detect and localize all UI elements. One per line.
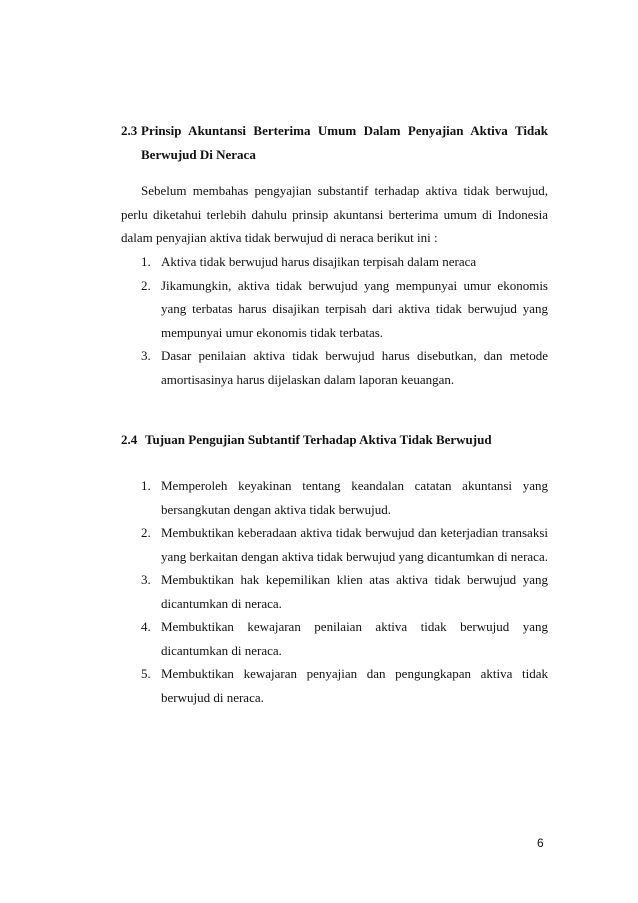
section-2-4-title: Tujuan Pengujian Subtantif Terhadap Aktiva Tidak Berwujud bbox=[145, 432, 492, 447]
list-item-text: Membuktikan kewajaran penyajian dan pengungkapan aktiva tidak berwujud di neraca. bbox=[161, 666, 548, 705]
section-2-4-number: 2.4 bbox=[121, 432, 138, 447]
list-item-text: Membuktikan hak kepemilikan klien atas aktiva tidak berwujud yang dicantumkan di neraca. bbox=[161, 572, 548, 611]
list-item-number: 2. bbox=[141, 525, 151, 540]
list-item-number: 4. bbox=[141, 619, 151, 634]
list-item-text: Membuktikan keberadaan aktiva tidak berwujud dan keterjadian transaksi yang berkaitan dengan aktiva tidak berwujud yang dicantumkan di neraca. bbox=[161, 525, 548, 564]
list-item-text: Membuktikan kewajaran penilaian aktiva tidak berwujud yang dicantumkan di neraca. bbox=[161, 619, 548, 658]
list-item-number: 2. bbox=[141, 277, 151, 293]
list-item-text: Dasar penilaian aktiva tidak berwujud harus disebutkan, dan metode amortisasinya harus dijelaskan dalam laporan keuangan. bbox=[161, 348, 548, 387]
section-2-4-list bbox=[121, 474, 548, 709]
list-item bbox=[121, 250, 548, 274]
list-item bbox=[121, 474, 548, 521]
list-item bbox=[121, 521, 548, 568]
list-item-number: 1. bbox=[141, 478, 151, 493]
section-2-3-intro: Sebelum membahas pengyajian substantif terhadap aktiva tidak berwujud, perlu diketahui terlebih dahulu prinsip akuntansi berterima umum di Indonesia dalam penyajian aktiva tidak berwujud di neraca berikut ini : bbox=[121, 183, 548, 245]
list-item-number: 5. bbox=[141, 666, 151, 681]
list-item bbox=[121, 662, 548, 709]
list-item-text: Jikamungkin, aktiva tidak berwujud yang mempunyai umur ekonomis yang terbatas harus disajikan terpisah dari aktiva tidak berwujud yang mempunyai umur ekonomis tidak terbatas. bbox=[161, 277, 548, 340]
list-item-number: 3. bbox=[141, 572, 151, 587]
section-2-3-title: Prinsip Akuntansi Berterima Umum Dalam Penyajian Aktiva Tidak Berwujud Di Neraca bbox=[141, 123, 548, 162]
list-item-text: Aktiva tidak berwujud harus disajikan terpisah dalam neraca bbox=[161, 254, 477, 269]
list-item bbox=[121, 344, 548, 391]
section-2-3-heading bbox=[121, 119, 548, 167]
list-item-text: Memperoleh keyakinan tentang keandalan catatan akuntansi yang bersangkutan dengan aktiva tidak berwujud. bbox=[161, 478, 548, 517]
list-item bbox=[121, 568, 548, 615]
section-2-3-number: 2.3 bbox=[121, 123, 138, 138]
list-item bbox=[121, 615, 548, 662]
list-item-number: 3. bbox=[141, 348, 151, 363]
section-2-4-heading bbox=[121, 428, 548, 452]
list-item bbox=[121, 274, 548, 345]
section-2-3-list bbox=[121, 250, 548, 391]
list-item-number: 1. bbox=[141, 254, 151, 269]
page-number: 6 bbox=[537, 836, 544, 850]
